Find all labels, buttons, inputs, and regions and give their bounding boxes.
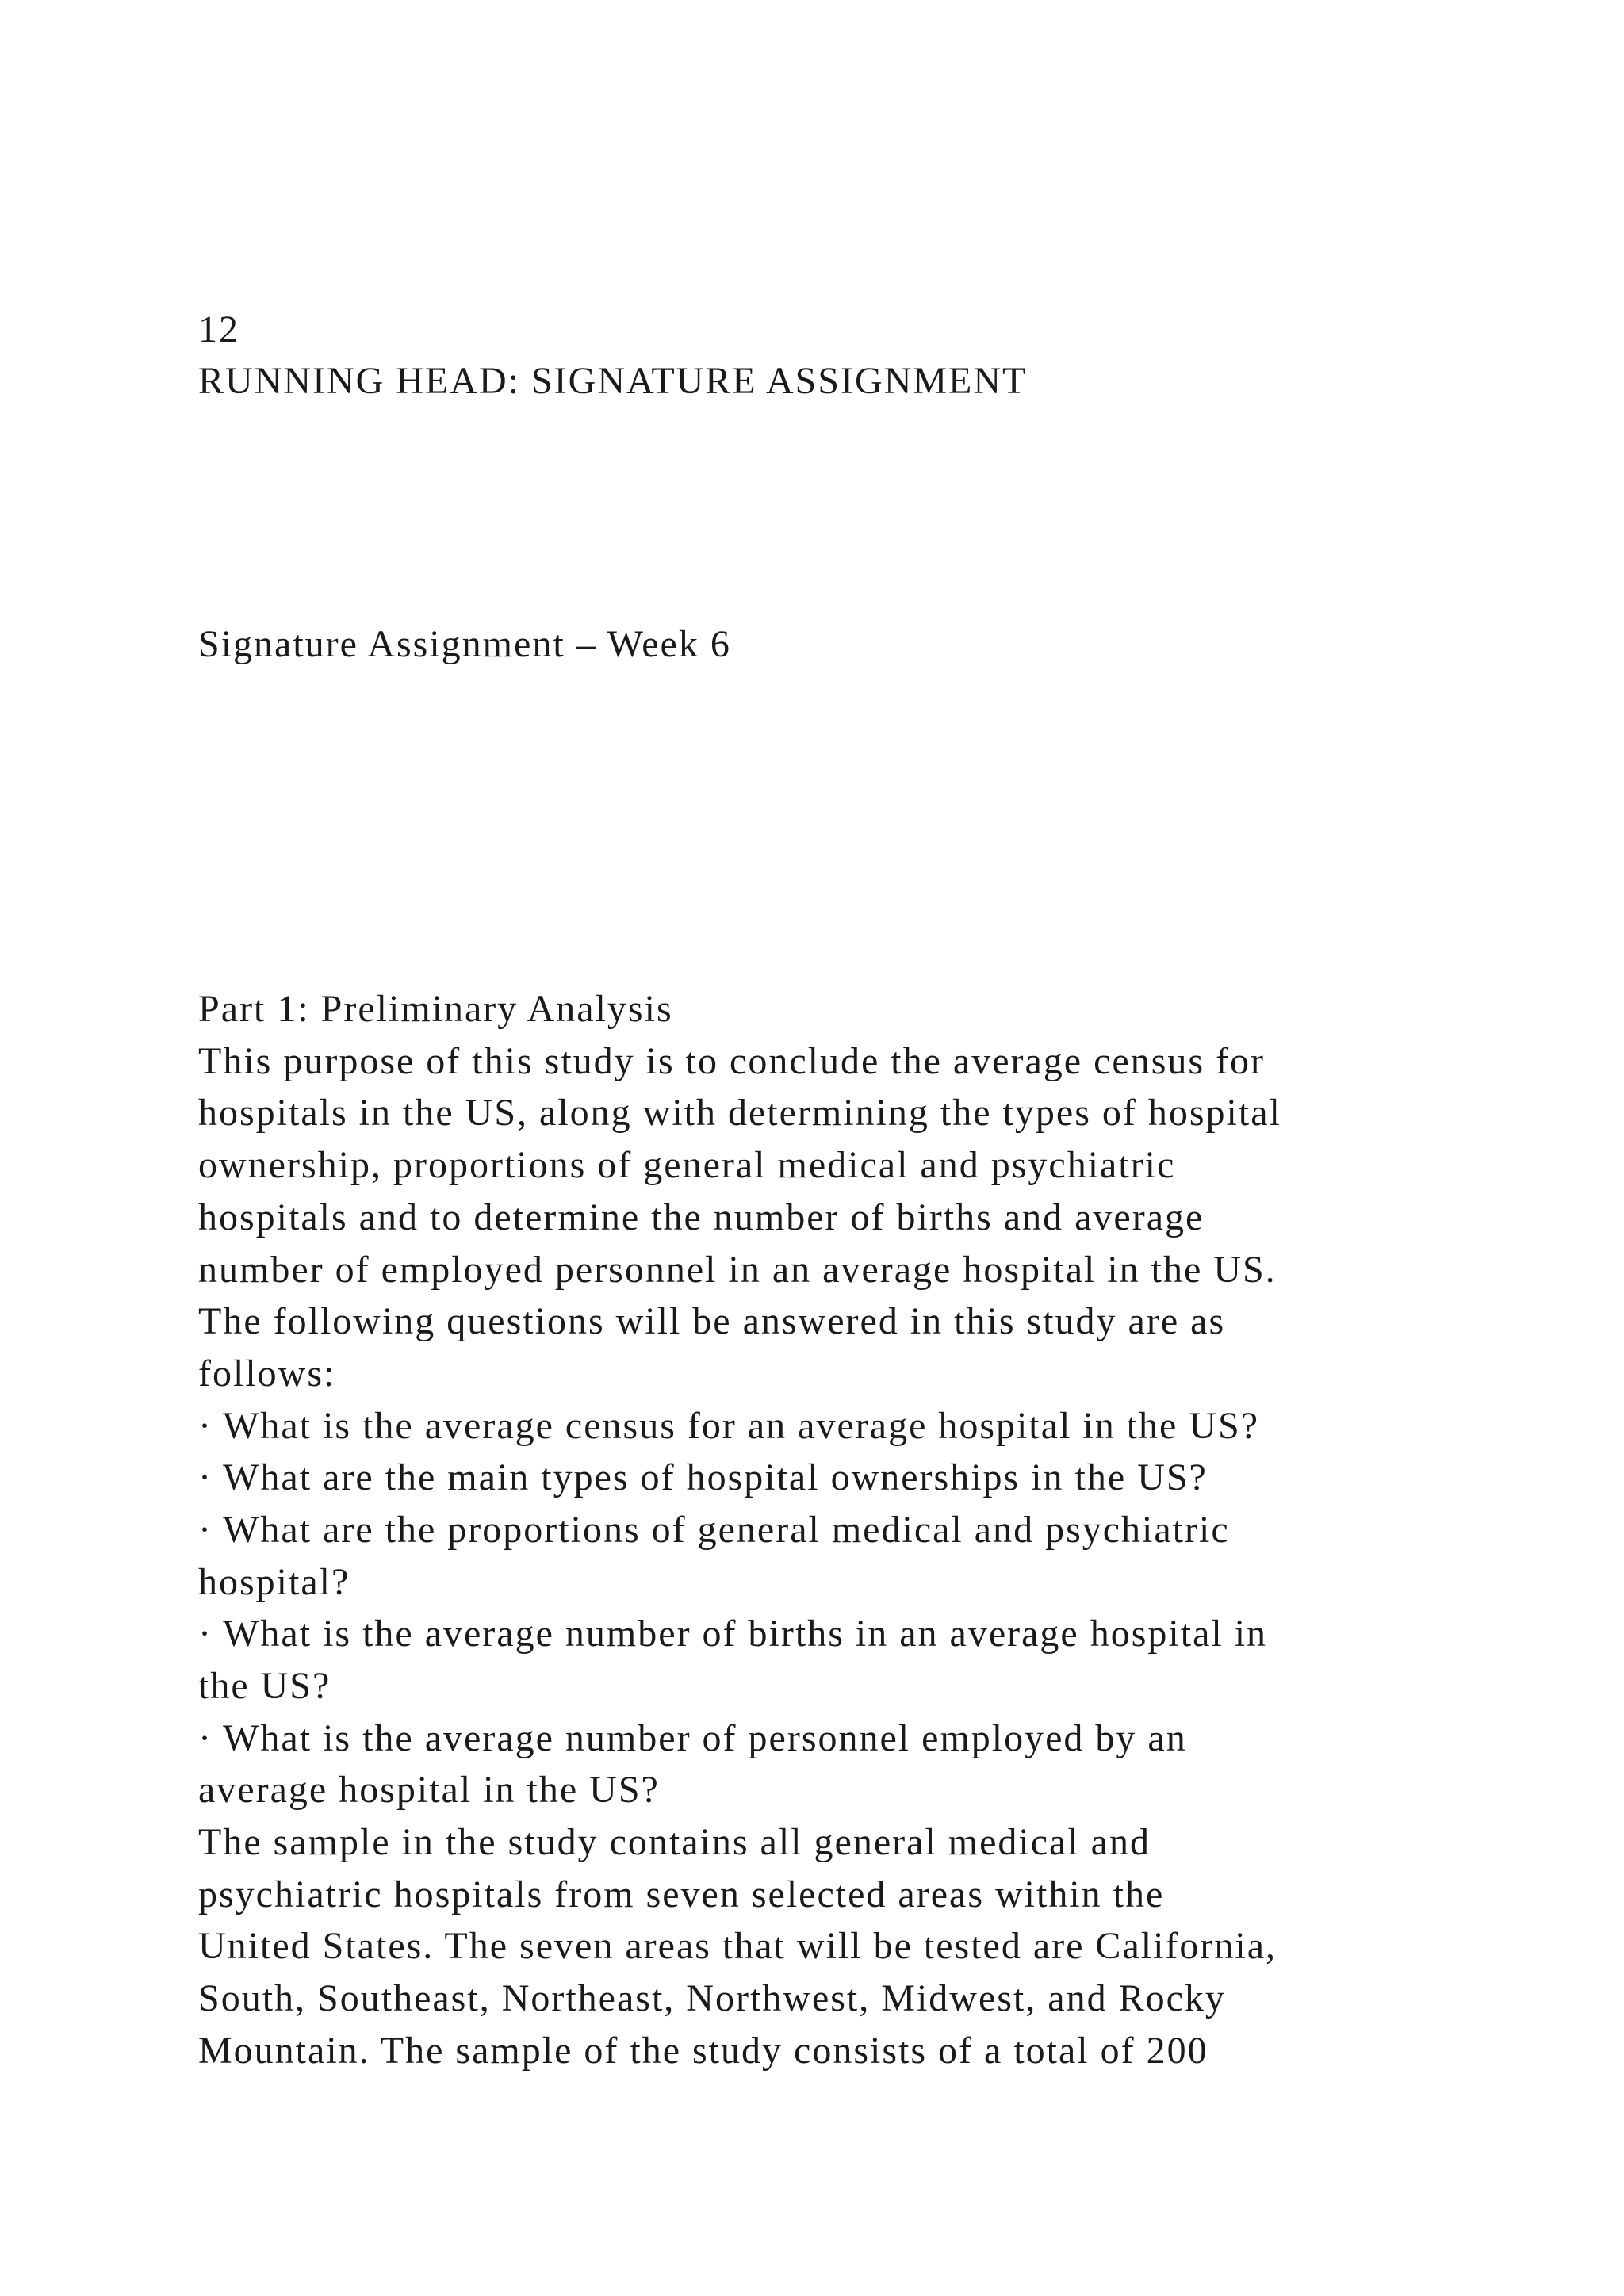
body-line: Mountain. The sample of the study consists of a total of 200: [198, 2030, 1208, 2072]
body-line: The following questions will be answered in this study are as: [198, 1300, 1226, 1342]
body-line: ownership, proportions of general medical and psychiatric: [198, 1144, 1176, 1186]
running-head: RUNNING HEAD: SIGNATURE ASSIGNMENT: [198, 360, 1028, 402]
bullet-item-continuation: hospital?: [198, 1561, 350, 1603]
page-number: 12: [198, 308, 239, 350]
body-line: follows:: [198, 1353, 336, 1395]
bullet-item: · What are the proportions of general medical and psychiatric: [198, 1509, 1230, 1551]
bullet-item: · What is the average number of births in an average hospital in: [198, 1613, 1268, 1655]
body-line: hospitals in the US, along with determining the types of hospital: [198, 1092, 1281, 1134]
body-line: The sample in the study contains all general medical and: [198, 1821, 1151, 1863]
section-heading: Part 1: Preliminary Analysis: [198, 988, 673, 1030]
body-line: South, Southeast, Northeast, Northwest, Midwest, and Rocky: [198, 1977, 1226, 2019]
body-line: number of employed personnel in an average hospital in the US.: [198, 1249, 1277, 1291]
bullet-item-continuation: the US?: [198, 1665, 331, 1707]
body-line: This purpose of this study is to conclude the average census for: [198, 1040, 1266, 1082]
body-line: psychiatric hospitals from seven selected areas within the: [198, 1873, 1165, 1915]
body-line: hospitals and to determine the number of births and average: [198, 1196, 1205, 1238]
bullet-item: · What is the average number of personnel employed by an: [198, 1717, 1187, 1759]
bullet-item: · What are the main types of hospital ownerships in the US?: [198, 1456, 1208, 1498]
bullet-item-continuation: average hospital in the US?: [198, 1769, 660, 1811]
bullet-item: · What is the average census for an average hospital in the US?: [198, 1405, 1259, 1447]
document-title: Signature Assignment – Week 6: [198, 623, 731, 665]
body-line: United States. The seven areas that will be tested are California,: [198, 1925, 1277, 1967]
